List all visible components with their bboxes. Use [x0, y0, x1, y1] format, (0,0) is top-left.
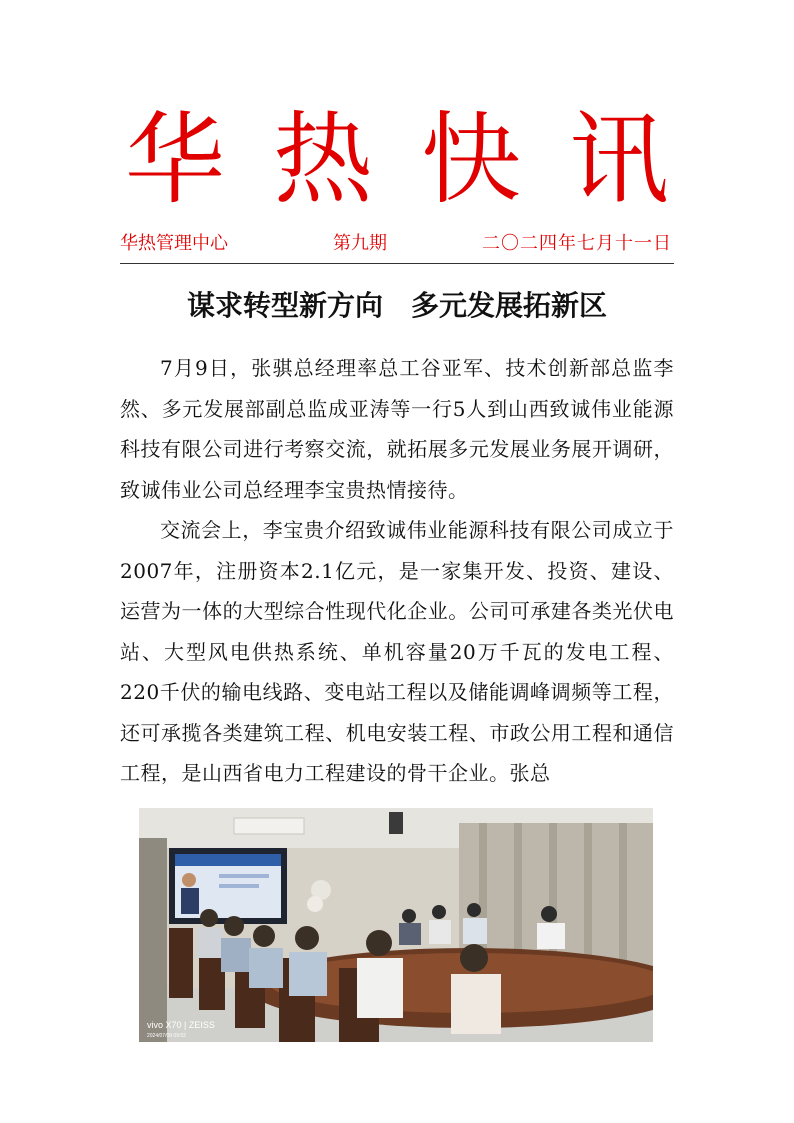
organization-name: 华热管理中心	[120, 233, 228, 254]
photo-watermark: vivo X70 | ZEISS	[147, 1020, 215, 1030]
masthead-title: 华热快讯	[125, 101, 717, 218]
article-body	[120, 348, 674, 794]
header-divider	[120, 263, 674, 264]
article-paragraph: 交流会上，李宝贵介绍致诚伟业能源科技有限公司成立于2007年，注册资本2.1亿元，是一家集开发、投资、建设、运营为一体的大型综合性现代化企业。公司可承建各类光伏电站、大型风电供热系统、单机容量20万千瓦的发电工程、220千伏的输电线路、变电站工程以及储能调峰调频等工程，还可承揽各类建筑工程、机电安装工程、市政公用工程和通信工程，是山西省电力工程建设的骨干企业。张总	[120, 518, 674, 785]
issue-date: 二〇二四年七月十一日	[482, 233, 672, 254]
meeting-photo-illustration	[139, 808, 653, 1042]
article-headline: 谋求转型新方向 多元发展拓新区	[186, 289, 607, 322]
article-paragraph: 7月9日，张骐总经理率总工谷亚军、技术创新部总监李然、多元发展部副总监成亚涛等一行5人到山西致诚伟业能源科技有限公司进行考察交流，就拓展多元发展业务展开调研，致诚伟业公司总经理李宝贵热情接待。	[120, 356, 674, 502]
photo-watermark-date: 2024/07/09 09:52	[147, 1033, 186, 1039]
issue-meta	[120, 230, 672, 258]
meeting-photo	[139, 808, 653, 1042]
issue-number: 第九期	[333, 233, 387, 254]
